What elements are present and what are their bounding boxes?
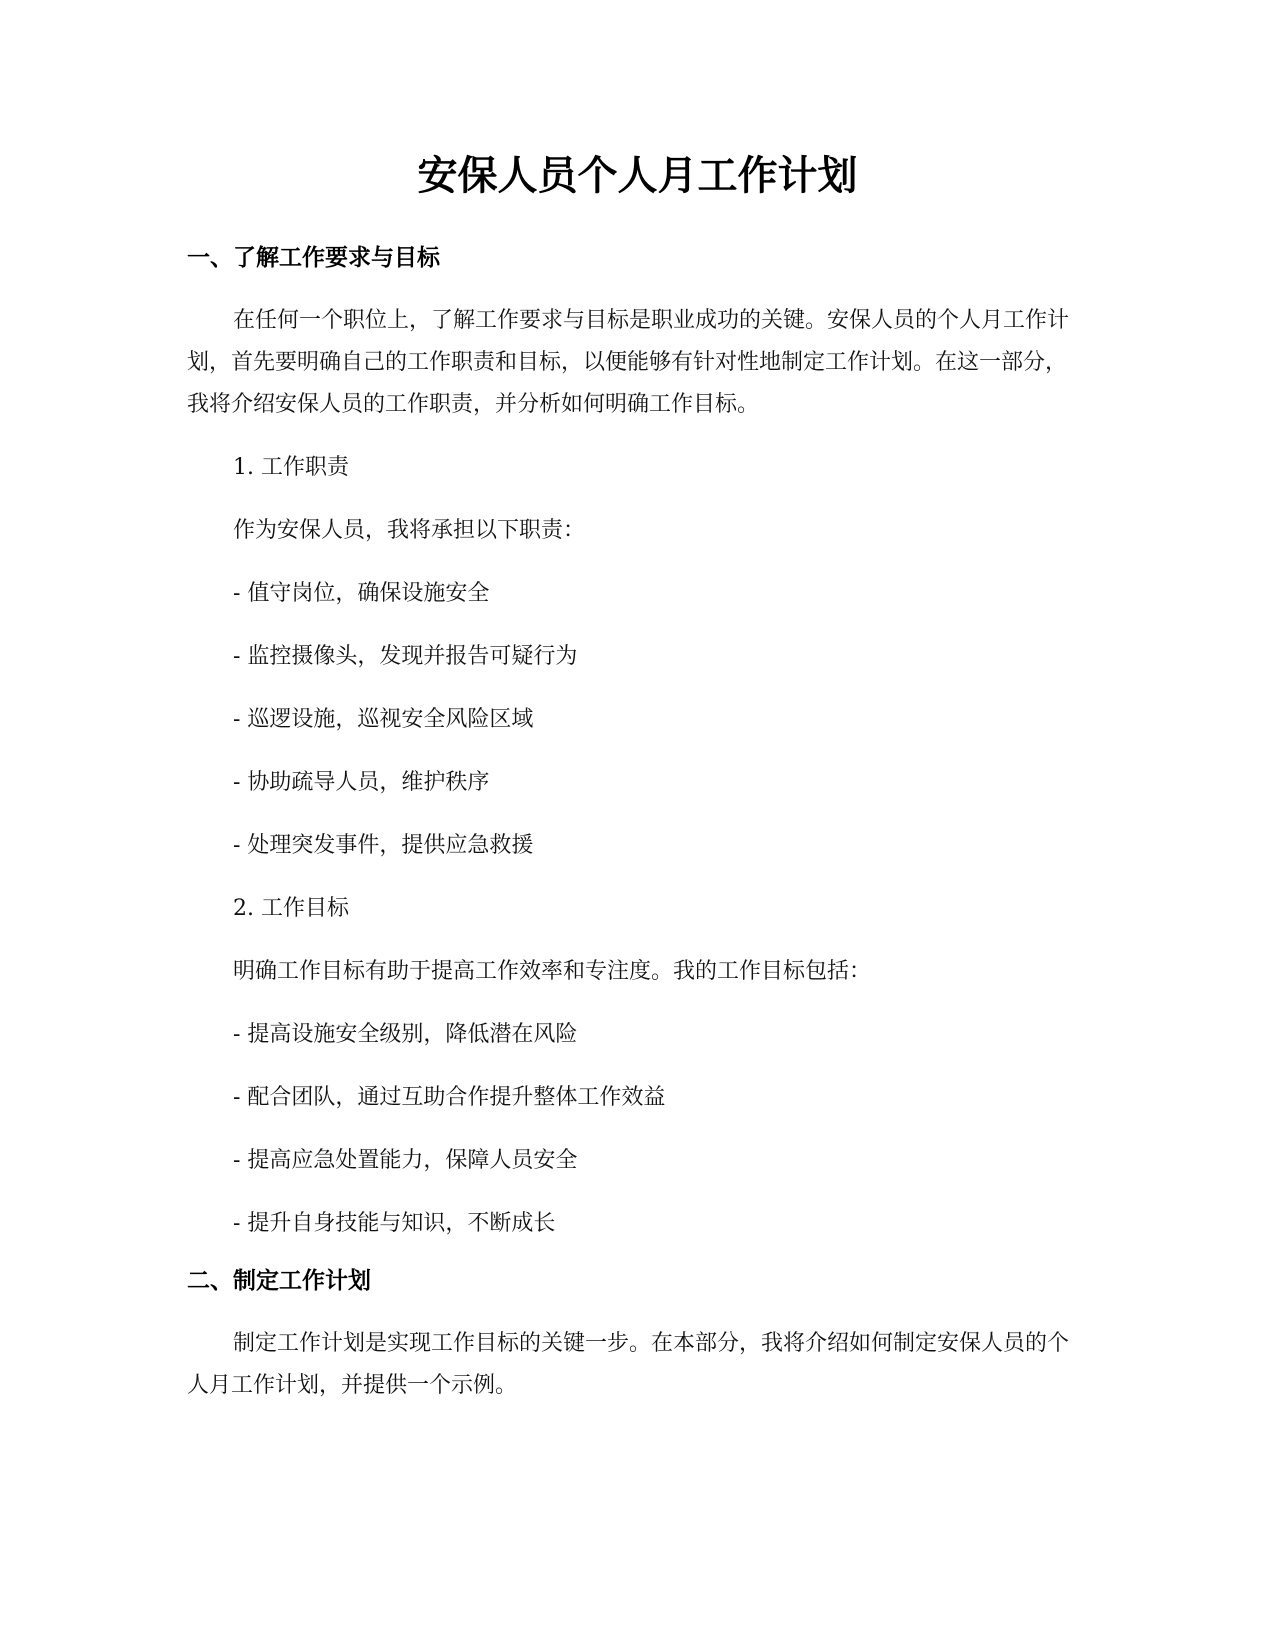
- subsection-heading-1-2: 2. 工作目标: [233, 896, 349, 921]
- list-item: - 处理突发事件，提供应急救援: [233, 833, 534, 858]
- section-2-intro: 制定工作计划是实现工作目标的关键一步。在本部分，我将介绍如何制定安保人员的个人月工作计划，并提供一个示例。: [187, 1331, 1070, 1398]
- list-item: - 监控摄像头，发现并报告可疑行为: [233, 644, 578, 669]
- section-1-intro: 在任何一个职位上，了解工作要求与目标是职业成功的关键。安保人员的个人月工作计划，首先要明确自己的工作职责和目标，以便能够有针对性地制定工作计划。在这一部分，我将介绍安保人员的工作职责，并分析如何明确工作目标。: [187, 308, 1070, 417]
- list-item: - 配合团队，通过互助合作提升整体工作效益: [233, 1085, 666, 1110]
- document-body: [187, 242, 1087, 1407]
- list-item: - 巡逻设施，巡视安全风险区域: [233, 707, 534, 732]
- list-item: - 值守岗位，确保设施安全: [233, 581, 490, 606]
- section-heading-1: 一、了解工作要求与目标: [187, 245, 440, 271]
- section-heading-2: 二、制定工作计划: [187, 1268, 371, 1294]
- list-item: - 协助疏导人员，维护秩序: [233, 770, 490, 795]
- subsection-1-2-lead: 明确工作目标有助于提高工作效率和专注度。我的工作目标包括：: [233, 959, 872, 984]
- list-item: - 提升自身技能与知识，不断成长: [233, 1211, 556, 1236]
- document-title: 安保人员个人月工作计划: [417, 153, 858, 199]
- subsection-1-1-lead: 作为安保人员，我将承担以下职责：: [233, 518, 586, 543]
- list-item: - 提高应急处置能力，保障人员安全: [233, 1148, 578, 1173]
- list-item: - 提高设施安全级别，降低潜在风险: [233, 1022, 578, 1047]
- subsection-heading-1-1: 1. 工作职责: [233, 455, 349, 480]
